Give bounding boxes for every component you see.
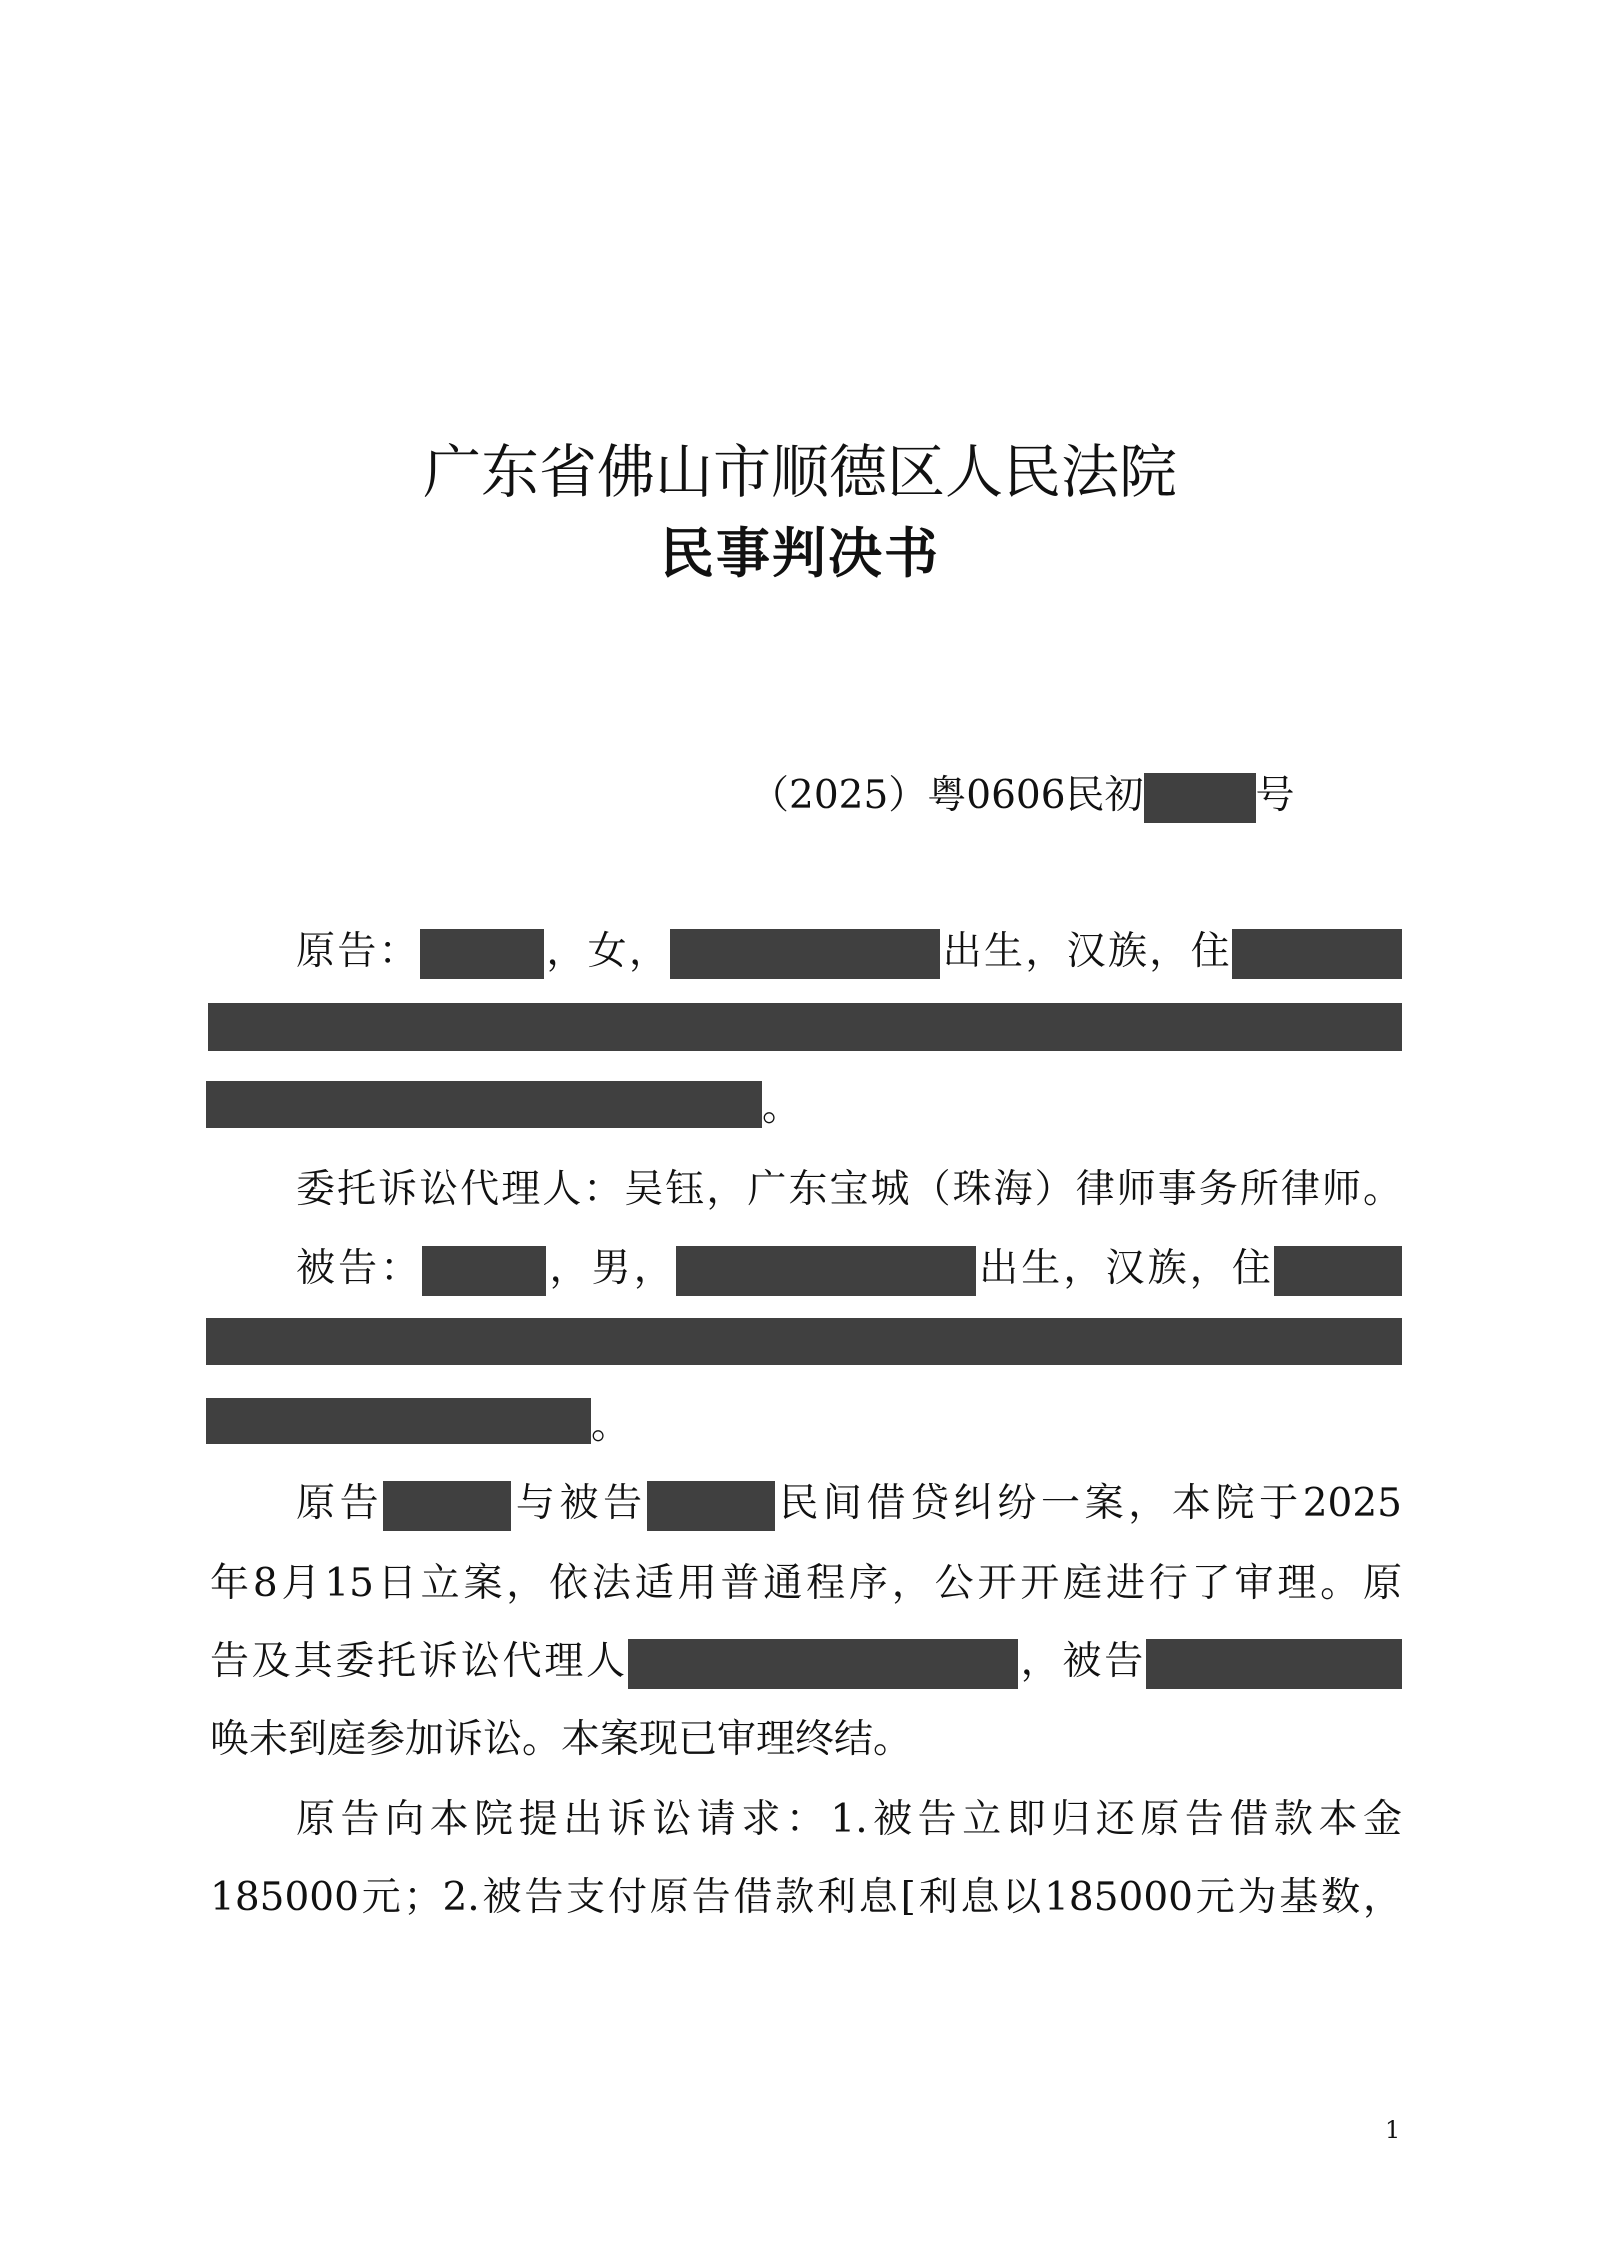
redaction-block xyxy=(383,1481,511,1531)
para2-line-2: 185000元；2.被告支付原告借款利息[利息以185000元为基数， xyxy=(210,1875,1402,1920)
para2-line-1: 原告向本院提出诉讼请求：1.被告立即归还原告借款本金 xyxy=(296,1797,1402,1842)
redaction-block xyxy=(422,1246,546,1296)
para1-line-1 xyxy=(296,1476,1402,1532)
redaction-block xyxy=(1274,1246,1402,1296)
redaction-block xyxy=(647,1481,775,1531)
agent-line: 委托诉讼代理人：吴钰，广东宝城（珠海）律师事务所律师。 xyxy=(296,1167,1402,1212)
redaction-block xyxy=(206,1398,591,1444)
court-name: 广东省佛山市顺德区人民法院 xyxy=(422,438,1177,506)
plaintiff-birth-ethnic: 出生，汉族，住 xyxy=(940,929,1232,974)
redaction-block xyxy=(628,1639,1018,1689)
para1-text: 与被告 xyxy=(511,1481,647,1526)
plaintiff-gender: ，女， xyxy=(544,929,671,974)
para1-text: 原告 xyxy=(296,1481,384,1526)
redaction-block xyxy=(208,1003,1402,1051)
plaintiff-end: 。 xyxy=(762,1085,802,1130)
para1-text: ，被告 xyxy=(1017,1639,1146,1684)
document-type: 民事判决书 xyxy=(660,521,940,585)
para1-line-4: 唤未到庭参加诉讼。本案现已审理终结。 xyxy=(210,1717,913,1762)
redaction-block xyxy=(670,929,940,979)
redaction-block xyxy=(1232,929,1402,979)
defendant-label: 被告： xyxy=(296,1246,423,1291)
plaintiff-line-1 xyxy=(296,924,1402,980)
redaction-block xyxy=(420,929,544,979)
para1-line-3 xyxy=(210,1634,1402,1690)
defendant-birth-ethnic: 出生，汉族，住 xyxy=(975,1246,1274,1291)
case-number-suffix: 号 xyxy=(1255,773,1295,818)
defendant-line-1 xyxy=(296,1241,1402,1297)
para1-line-2: 年8月15日立案，依法适用普通程序，公开开庭进行了审理。原 xyxy=(210,1561,1402,1606)
redaction-block xyxy=(1144,773,1256,823)
defendant-gender: ，男， xyxy=(546,1246,676,1291)
redaction-block xyxy=(206,1081,762,1128)
para1-text: 民间借贷纠纷一案，本院于2025 xyxy=(774,1481,1402,1526)
case-number xyxy=(750,768,1295,824)
page-number: 1 xyxy=(1385,2116,1401,2144)
para1-text: 告及其委托诉讼代理人 xyxy=(210,1639,628,1684)
defendant-end: 。 xyxy=(591,1403,631,1448)
plaintiff-label: 原告： xyxy=(296,929,420,974)
redaction-block xyxy=(676,1246,976,1296)
redaction-block xyxy=(1146,1639,1402,1689)
case-number-prefix: （2025）粤0606民初 xyxy=(750,773,1144,818)
redaction-block xyxy=(206,1318,1402,1365)
